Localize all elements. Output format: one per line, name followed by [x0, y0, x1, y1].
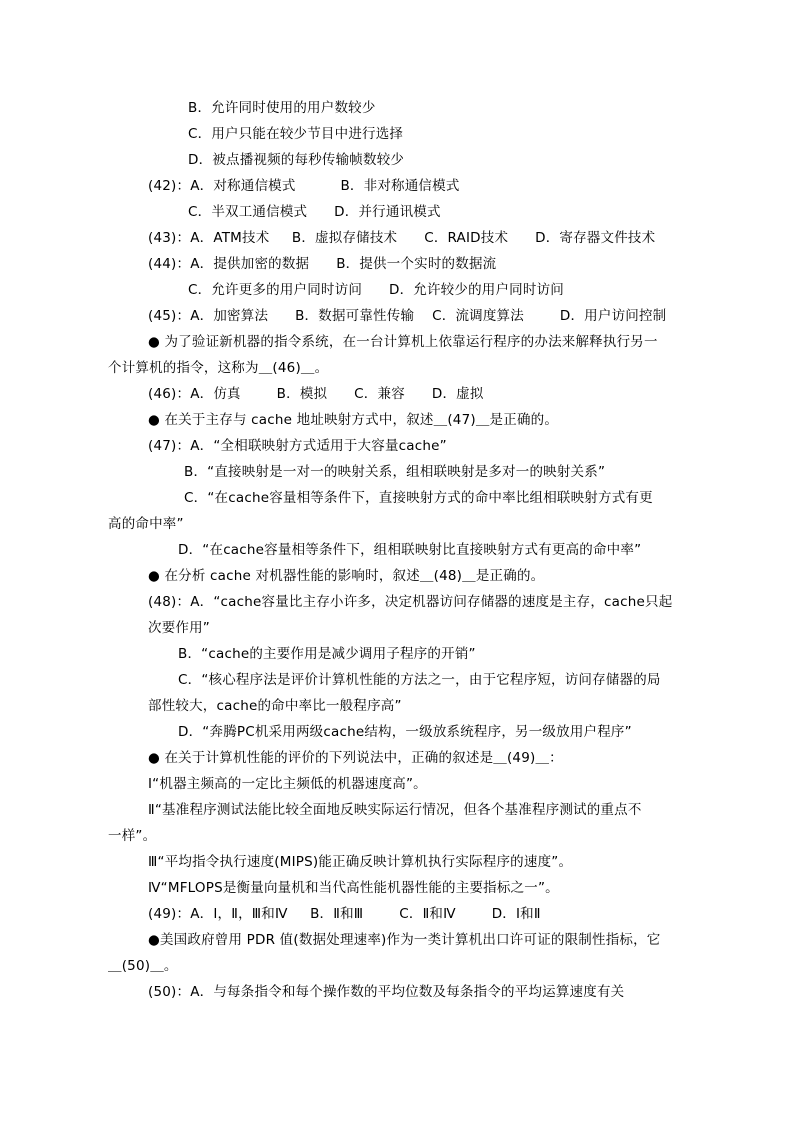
option-line: C．“在cache容量相等条件下，直接映射方式的命中率比组相联映射方式有更: [184, 490, 653, 506]
option-line: B．“直接映射是一对一的映射关系，组相联映射是多对一的映射关系”: [184, 464, 606, 480]
question-line: ● 在分析 cache 对机器性能的影响时，叙述＿(48)＿是正确的。: [148, 568, 545, 584]
option-line: C．半双工通信模式 D．并行通讯模式: [188, 204, 441, 220]
option-line: B．允许同时使用的用户数较少: [188, 100, 376, 116]
option-line: C．“核心程序法是评价计算机性能的方法之一，由于它程序短，访问存储器的局: [178, 672, 661, 688]
answer-line: (47)：A．“全相联映射方式适用于大容量cache”: [148, 438, 447, 454]
option-line: 部性较大，cache的命中率比一般程序高”: [148, 698, 402, 714]
answer-line: (45)：A．加密算法 B．数据可靠性传输 C．流调度算法 D．用户访问控制: [148, 308, 667, 324]
option-line: C．用户只能在较少节目中进行选择: [188, 126, 404, 142]
statement-line: 一样”。: [108, 828, 157, 844]
option-line: D．“奔腾PC机采用两级cache结构，一级放系统程序，另一级放用户程序”: [178, 724, 632, 740]
answer-line: (46)：A．仿真 B．模拟 C．兼容 D．虚拟: [148, 386, 484, 402]
statement-line: Ⅲ“平均指令执行速度(MIPS)能正确反映计算机执行实际程序的速度”。: [148, 854, 573, 870]
answer-line: (49)：A．Ⅰ，Ⅱ，Ⅲ和Ⅳ B．Ⅱ和Ⅲ C．Ⅱ和Ⅳ D．Ⅰ和Ⅱ: [148, 906, 541, 922]
statement-line: Ⅰ“机器主频高的一定比主频低的机器速度高”。: [148, 776, 427, 792]
option-line: 高的命中率”: [108, 516, 184, 532]
option-line: D．被点播视频的每秒传输帧数较少: [188, 152, 405, 168]
option-line: 次要作用”: [148, 620, 210, 636]
question-line: 个计算机的指令，这称为＿(46)＿。: [108, 360, 329, 376]
option-line: B．“cache的主要作用是减少调用子程序的开销”: [178, 646, 476, 662]
statement-line: Ⅳ“MFLOPS是衡量向量机和当代高性能机器性能的主要指标之一”。: [148, 880, 559, 896]
option-line: C．允许更多的用户同时访问 D．允许较少的用户同时访问: [188, 282, 564, 298]
question-line: ● 为了验证新机器的指令系统，在一台计算机上依靠运行程序的办法来解释执行另一: [148, 334, 658, 350]
question-line: ●美国政府曾用 PDR 值(数据处理速率)作为一类计算机出口许可证的限制性指标，它: [148, 932, 661, 948]
question-line: ● 在关于主存与 cache 地址映射方式中，叙述＿(47)＿是正确的。: [148, 412, 559, 428]
question-line: ＿(50)＿。: [108, 958, 178, 974]
answer-line: (42)：A．对称通信模式 B．非对称通信模式: [148, 178, 460, 194]
statement-line: Ⅱ“基准程序测试法能比较全面地反映实际运行情况，但各个基准程序测试的重点不: [148, 802, 642, 818]
question-line: ● 在关于计算机性能的评价的下列说法中，正确的叙述是＿(49)＿：: [148, 750, 563, 766]
answer-line: (43)：A．ATM技术 B．虚拟存储技术 C．RAID技术 D．寄存器文件技术: [148, 230, 656, 246]
answer-line: (50)：A．与每条指令和每个操作数的平均位数及每条指令的平均运算速度有关: [148, 984, 625, 1000]
answer-line: (48)：A．“cache容量比主存小许多，决定机器访问存储器的速度是主存，cache只起: [148, 594, 673, 610]
option-line: D．“在cache容量相等条件下，组相联映射比直接映射方式有更高的命中率”: [178, 542, 642, 558]
answer-line: (44)：A．提供加密的数据 B．提供一个实时的数据流: [148, 256, 497, 272]
